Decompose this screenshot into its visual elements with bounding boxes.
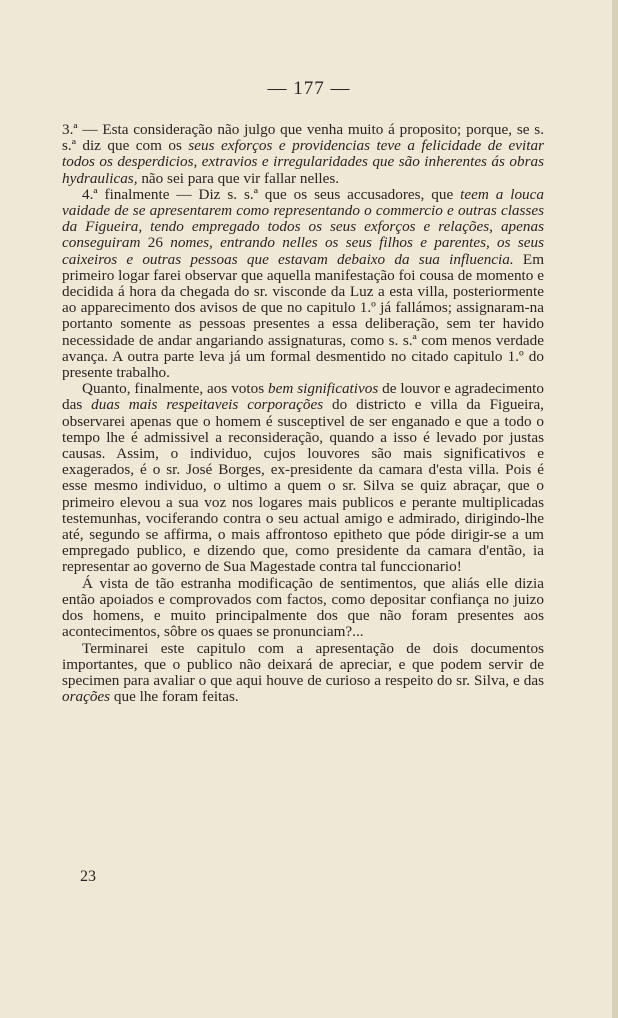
text-run: não sei para que vir fallar nelles. [137, 169, 340, 187]
italic-text-run: teem a louca vaidade de se apresentarem como representando o commercio e outras classes da Figueira, tendo empregado todos os seus exforços e relações, apenas conseguiram [62, 185, 544, 252]
italic-text-run: nomes, entrando nelles os seus filhos e parentes, os seus caixeiros e outras pessoas que estavam debaixo da sua influencia. [62, 234, 544, 268]
text-run: Em primeiro logar farei observar que aquella manifestação foi cousa de momento e decidida á hora da chegada do sr. visconde da Luz a esta villa, posteriormente ao apparecimento dos avisos de que no capitulo 1.º já fallámos; assignaram-na portanto somente as pessoas presentes a essa deliberação, sem ter havido necessidade de andar angariando assignaturas, como s. s.ª com menos verdade avança. A outra parte leva já um formal desmentido no citado capitulo 1.º do presente trabalho. [62, 250, 545, 382]
signature-mark: 23 [80, 868, 96, 885]
paragraph [62, 122, 544, 187]
italic-text-run: duas mais respeitaveis corporações [91, 396, 324, 414]
text-run: 26 [140, 234, 171, 252]
text-run: 4.ª finalmente — Diz s. s.ª que os seus accusadores, que [82, 185, 461, 203]
text-run: 3.ª — Esta consideração não julgo que venha muito á proposito; porque, se s. s.ª diz que com os [62, 121, 544, 155]
paragraph [62, 381, 544, 575]
body-text [62, 122, 544, 705]
italic-text-run: bem significativos [268, 380, 379, 398]
italic-text-run: orações [62, 688, 111, 706]
paragraph [62, 641, 544, 706]
text-run: que lhe foram feitas. [110, 688, 239, 706]
text-run: do districto e villa da Figueira, observarei apenas que o homem é susceptivel de ser enganado e que a todo o tempo lhe é admissivel a reconsideração, quando a isso é levado por justas causas. Assim, o individuo, cujos louvores são mais significativos e exagerados, é o sr. José Borges, ex-presidente da camara d'esta villa. Pois é esse mesmo individuo, o ultimo a quem o sr. Silva se quiz abraçar, que o primeiro elevou a sua voz nos logares mais publicos e perante multiplicadas testemunhas, vociferando contra o seu actual amigo e admirado, dirigindo-lhe até, segundo se affirma, o mais affrontoso epitheto que póde dirigir-se a um empregado publico, e dizendo que, como presidente da camara d'então, ia representar ao governo de Sua Magestade contra tal funccionario! [62, 396, 544, 576]
text-run: de louvor e agradecimento das [62, 380, 544, 414]
text-run: Quanto, finalmente, aos votos [82, 380, 269, 398]
page-number-header: — 177 — [267, 78, 351, 99]
page-edge [612, 0, 618, 1018]
paragraph [62, 576, 544, 641]
italic-text-run: seus exforços e providencias teve a felicidade de evitar todos os desperdicios, extravios e irregularidades que são inherentes ás obras hydraulicas, [62, 137, 544, 187]
text-run: Á vista de tão estranha modificação de sentimentos, que aliás elle dizia então apoiados e comprovados com factos, como depositar confiança no juizo dos homens, e muito principalmente dos que não foram presentes aos acontecimentos, sôbre os quaes se pronunciam?... [62, 574, 544, 641]
paragraph [62, 187, 544, 381]
text-run: Terminarei este capitulo com a apresentação de dois documentos importantes, que o publico não deixará de apreciar, e que podem servir de specimen para avaliar o que aqui houve de curioso a respeito do sr. Silva, e das [62, 639, 544, 689]
